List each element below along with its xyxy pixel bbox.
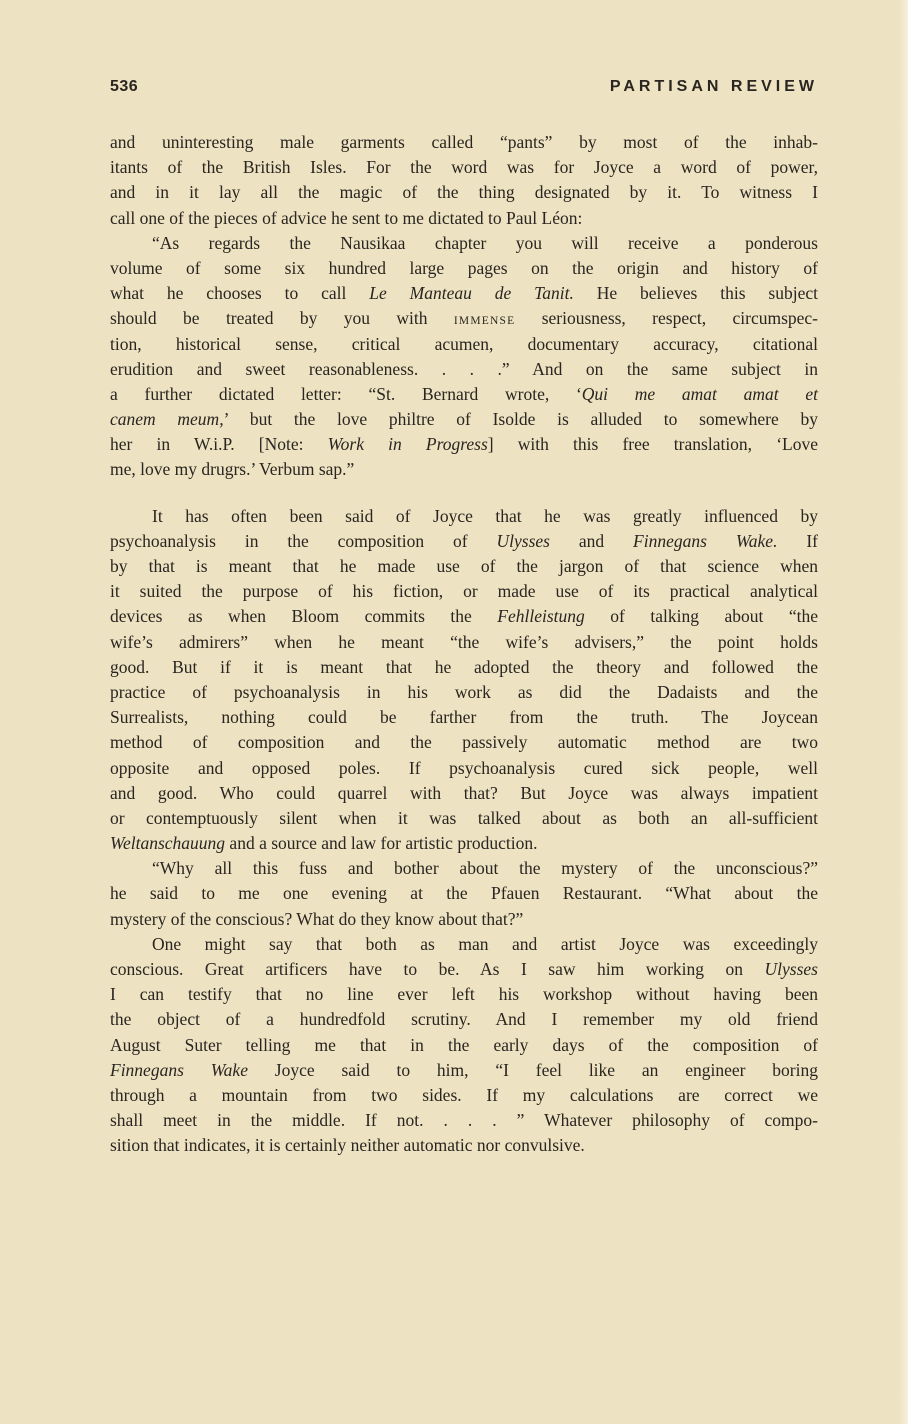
page-edge xyxy=(898,0,908,1424)
paragraph xyxy=(110,504,818,857)
paragraph xyxy=(110,130,818,231)
text-line: method of composition and the passively automatic method are two xyxy=(110,732,818,753)
running-title: PARTISAN REVIEW xyxy=(609,78,818,95)
running-header xyxy=(110,78,818,102)
text-line: One might say that both as man and artist Joyce was exceedingly xyxy=(152,933,818,954)
text-line xyxy=(110,831,818,856)
italic-title: Finnegans Wake xyxy=(110,1059,248,1080)
italic-title: Ulysses xyxy=(764,959,818,979)
text-line xyxy=(110,432,818,457)
text-run: and a source and law for artistic production. xyxy=(225,833,538,854)
text-line: tion, historical sense, critical acumen, documentary accuracy, citational xyxy=(110,333,818,354)
italic-latin: canem meum, xyxy=(110,409,224,430)
text-line: and in it lay all the magic of the thing designated by it. To witness I xyxy=(110,182,818,203)
text-run: and xyxy=(549,530,634,551)
text-line: call one of the pieces of advice he sent to me dictated to Paul Léon: xyxy=(110,207,583,228)
text-line xyxy=(110,1058,818,1083)
text-run: ] with this free translation, ‘Love xyxy=(487,434,818,455)
italic-title: Le Manteau de Tanit. xyxy=(369,283,574,304)
page-number: 536 xyxy=(110,78,139,95)
quotation-paragraph xyxy=(110,231,818,483)
text-run: He believes this subject xyxy=(573,283,818,304)
text-line: It has often been said of Joyce that he was greatly influenced by xyxy=(152,505,818,526)
italic-term: Fehlleistung xyxy=(497,606,585,627)
text-line: or contemptuously silent when it was talked about as both an all-sufficient xyxy=(110,807,818,828)
section-break xyxy=(110,483,818,504)
text-line: volume of some six hundred large pages on the origin and history of xyxy=(110,257,818,278)
paragraph xyxy=(110,932,818,1159)
text-line: through a mountain from two sides. If my calculations are correct we xyxy=(110,1084,818,1105)
italic-title: Ulysses xyxy=(496,530,550,551)
text-run: seriousness, respect, circumspec- xyxy=(515,308,818,329)
text-line: I can testify that no line ever left his workshop without having been xyxy=(110,984,818,1005)
text-line: wife’s admirers” when he meant “the wife’s advisers,” the point holds xyxy=(110,631,818,652)
text-line xyxy=(110,407,818,432)
text-run: conscious. Great artificers have to be. As I saw him working on xyxy=(110,959,765,979)
italic-term: Weltanschauung xyxy=(110,833,226,854)
text-line: me, love my drugrs.’ Verbum sap.” xyxy=(110,459,355,480)
paragraph xyxy=(110,856,818,932)
small-caps-word: IMMENSE xyxy=(453,315,516,328)
text-line: by that is meant that he made use of the jargon of that science when xyxy=(110,556,818,576)
italic-title: Finnegans Wake. xyxy=(633,530,778,551)
italic-title: Work in Progress xyxy=(327,434,488,455)
text-line: “As regards the Nausikaa chapter you will receive a ponderous xyxy=(152,232,818,253)
text-run: devices as when Bloom commits the xyxy=(110,606,498,627)
text-line: August Suter telling me that in the early days of the composition of xyxy=(110,1034,818,1055)
text-line: good. But if it is meant that he adopted the theory and followed the xyxy=(110,656,818,677)
text-line xyxy=(110,306,818,331)
text-line: the object of a hundredfold scrutiny. And I remember my old friend xyxy=(110,1009,818,1030)
text-line: erudition and sweet reasonableness. . . .” And on the same subject in xyxy=(110,358,818,379)
text-line: and good. Who could quarrel with that? But Joyce was always impatient xyxy=(110,782,818,803)
text-line: he said to me one evening at the Pfauen Restaurant. “What about the xyxy=(110,883,818,904)
text-run: what he chooses to call xyxy=(110,283,370,304)
text-line: Surrealists, nothing could be farther from the truth. The Joycean xyxy=(110,707,818,728)
text-run: If xyxy=(777,530,818,551)
text-run: psychoanalysis in the composition of xyxy=(110,530,497,551)
text-line: sition that indicates, it is certainly neither automatic nor convulsive. xyxy=(110,1135,585,1156)
italic-latin: Qui me amat amat et xyxy=(581,383,818,404)
text-line xyxy=(110,382,818,407)
text-run: Joyce said to him, “I feel like an engineer boring xyxy=(247,1059,818,1080)
text-run: should be treated by you with xyxy=(110,308,454,329)
text-line: opposite and opposed poles. If psychoanalysis cured sick people, well xyxy=(110,757,818,778)
text-line xyxy=(110,281,818,306)
text-line: practice of psychoanalysis in his work as did the Dadaists and the xyxy=(110,681,818,702)
text-run: of talking about “the xyxy=(584,606,818,627)
text-line: it suited the purpose of his fiction, or made use of its practical analytical xyxy=(110,581,818,602)
text-line: “Why all this fuss and bother about the mystery of the unconscious?” xyxy=(152,858,818,879)
text-line: shall meet in the middle. If not. . . . ” Whatever philosophy of compo- xyxy=(110,1110,818,1131)
text-run: ’ but the love philtre of Isolde is alluded to somewhere by xyxy=(223,409,818,430)
text-line xyxy=(110,957,818,982)
text-run: her in W.i.P. [Note: xyxy=(110,434,328,455)
text-line xyxy=(110,529,818,554)
text-line: mystery of the conscious? What do they know about that?” xyxy=(110,908,524,929)
text-line: and uninteresting male garments called “pants” by most of the inhab- xyxy=(110,132,818,152)
text-run: a further dictated letter: “St. Bernard wrote, ‘ xyxy=(110,383,582,404)
text-line: itants of the British Isles. For the word was for Joyce a word of power, xyxy=(110,157,818,178)
body-text xyxy=(110,130,818,1159)
text-line xyxy=(110,604,818,629)
